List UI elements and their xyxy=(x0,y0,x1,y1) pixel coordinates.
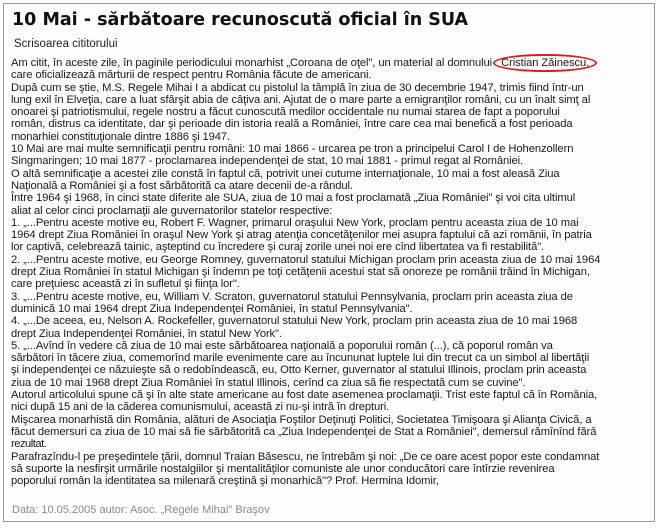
article-line: ziua de 10 mai 1968 drept Ziua României în statul Illinois, cerînd ca ziua să fie respectată cum se cuvine". xyxy=(11,376,526,389)
article-page xyxy=(3,3,655,522)
article-line: Parafrazîndu-l pe preşedintele ţării, domnul Traian Băsescu, ne întrebăm şi noi: „De ce oare acest popor este condamnat xyxy=(11,450,600,463)
article-line: să suporte la nesfirşit urmările nostalgiilor şi mentalităţilor comuniste ale unor conducători care întîrzie revenirea xyxy=(11,462,555,475)
article-line: 3. „...Pentru aceste motive, eu, William V. Scraton, guvernatorul statului Pennsylvania, proclam prin aceasta ziua de xyxy=(11,290,573,303)
article-line: lor captivă, celebrează tainic, aşteptind cu încredere şi curaj zorile unei noi ere cînd libertatea va fi restabilită". xyxy=(11,241,545,254)
article-line: Singmaringen; 10 mai 1877 - proclamarea independenţei de stat, 10 mai 1881 - primul regat al României. xyxy=(11,155,524,168)
article-line: nici după 15 ani de la căderea comunismului, această zi nu-şi intră în drepturi. xyxy=(11,401,390,414)
article-line: lung exil în Elveţia, care a luat sfârşit abia de câţiva ani. Ajutat de o mare parte a emigranţilor români, cu un înalt simţ al xyxy=(11,93,591,106)
highlighted-author-name: Cristian Zăinescu, xyxy=(493,54,597,72)
article-line: care preţuiesc această zi în sufletul şi fiinţa lor". xyxy=(11,278,240,291)
article-intro-line xyxy=(11,57,653,69)
article-line: 5. „...Avînd în vedere că ziua de 10 mai este sărbătoarea naţională a poporului român (...), că poporul român va xyxy=(11,339,553,352)
article-line: monarhiei constituţionale dintre 1886 şi 1947. xyxy=(11,130,230,143)
article-line: Autorul articolului spune că şi în alte state americane au fost date asemenea proclamaţii. Trist este faptul că în România, xyxy=(11,389,598,402)
article-line: român, distrus ca identitate, dar şi perioade din istoria reală a României, între care cea mai benefică a fost perioada xyxy=(11,118,573,131)
article-line: care oficializează mărturii de respect pentru România făcute de americani. xyxy=(11,69,372,82)
article-line: rezultat. xyxy=(11,438,47,451)
section-label: Scrisoarea cititorului xyxy=(14,38,118,50)
article-line: onoarei şi patriotismului, regele nostru a făcut cunoscută medilor occidentale nu numai starea de fapt a poporului xyxy=(11,106,560,119)
article-line: poporului român la identitatea sa milenară creştină şi monarhică"? Prof. Hermina Idomir, xyxy=(11,475,439,488)
article-line: drept Ziua României în statul Michigan şi îndemn pe toţi cetăţenii acestui stat să onoreze pe românii trăind în Michigan, xyxy=(11,266,590,279)
article-line: făcut demersuri ca ziua de 10 mai să fie sărbătorită ca „Ziua Independenţei de Stat a României", demersul rămînînd fără xyxy=(11,425,597,438)
article-lines xyxy=(11,69,653,487)
article-line: Naţională a României şi a fost sărbătorită ca atare decenii de-a rândul. xyxy=(11,179,353,192)
article-line: duminică 10 mai 1964 drept Ziua Independenţei României, în statul Pennsylvania". xyxy=(11,302,413,315)
article-line: şi independenţei ce năzuieşte să o redobîndească, eu, Otto Kerner, guvernator al statului Illinois, proclam prin aceasta xyxy=(11,364,587,377)
article-line: 4. „...De aceea, eu, Nelson A. Rockefeller, guvernatorul statului New York, proclam prin aceasta ziua de 10 mai 1968 xyxy=(11,315,578,328)
article-line: 10 Mai are mai multe semnificaţii pentru români: 10 mai 1866 - urcarea pe tron a principelui Carol I de Hohenzollern xyxy=(11,143,574,156)
article-line: O altă semnificaţie a acestei zile constă în faptul că, potrivit unei cutume internaţionale, 10 mai a fost aleasă Ziua xyxy=(11,167,560,180)
article-line: sărbători în tăcere ziua, comemorînd marile evenimente care au încununat luptele lui din trecut ca un simbol al libertăţii xyxy=(11,352,590,365)
article-line: 1. „...Pentru aceste motive eu, Robert F. Wagner, primarul oraşului New York, proclam pentru aceasta ziua de 10 mai xyxy=(11,216,579,229)
article-title: 10 Mai - sărbătoare recunoscută oficial în SUA xyxy=(12,10,469,30)
article-body xyxy=(11,57,653,487)
article-line: Între 1964 şi 1968, în cinci state diferite ale SUA, ziua de 10 mai a fost proclamată „Ziua României" şi voi cita ultimul xyxy=(11,192,576,205)
article-footer: Data: 10.05.2005 autor: Asoc. „Regele Mihai" Braşov xyxy=(12,504,270,516)
article-line: După cum se ştie, M.S. Regele Mihai I a abdicat cu pistolul la tâmplă în ziua de 30 decembrie 1947, trimis fiind într-un xyxy=(11,81,584,94)
intro-text: Am citit, în aceste zile, în paginile periodicului monarhist „Coroana de oţel", un material al domnului xyxy=(11,57,493,69)
article-line: aliat al celor cinci proclamaţii ale guvernatorilor statelor respective: xyxy=(11,204,333,217)
article-line: 2. „...Pentru aceste motive, eu George Romney, guvernatorul statului Michigan proclam prin aceasta ziua de 10 mai 1964 xyxy=(11,253,601,266)
article-line: drept Ziua Independenţei României, în statul New York". xyxy=(11,327,282,340)
article-line: Mişcarea monarhistă din România, alături de Asociaţia Foştilor Deţinuţi Politici, Societatea Timişoara şi Alianţa Civică, a xyxy=(11,413,592,426)
article-line: 1964 drept Ziua României în oraşul New York şi atrag atenţia concetăţenilor mei asupra faptului că azi românii, în patria xyxy=(11,229,592,242)
